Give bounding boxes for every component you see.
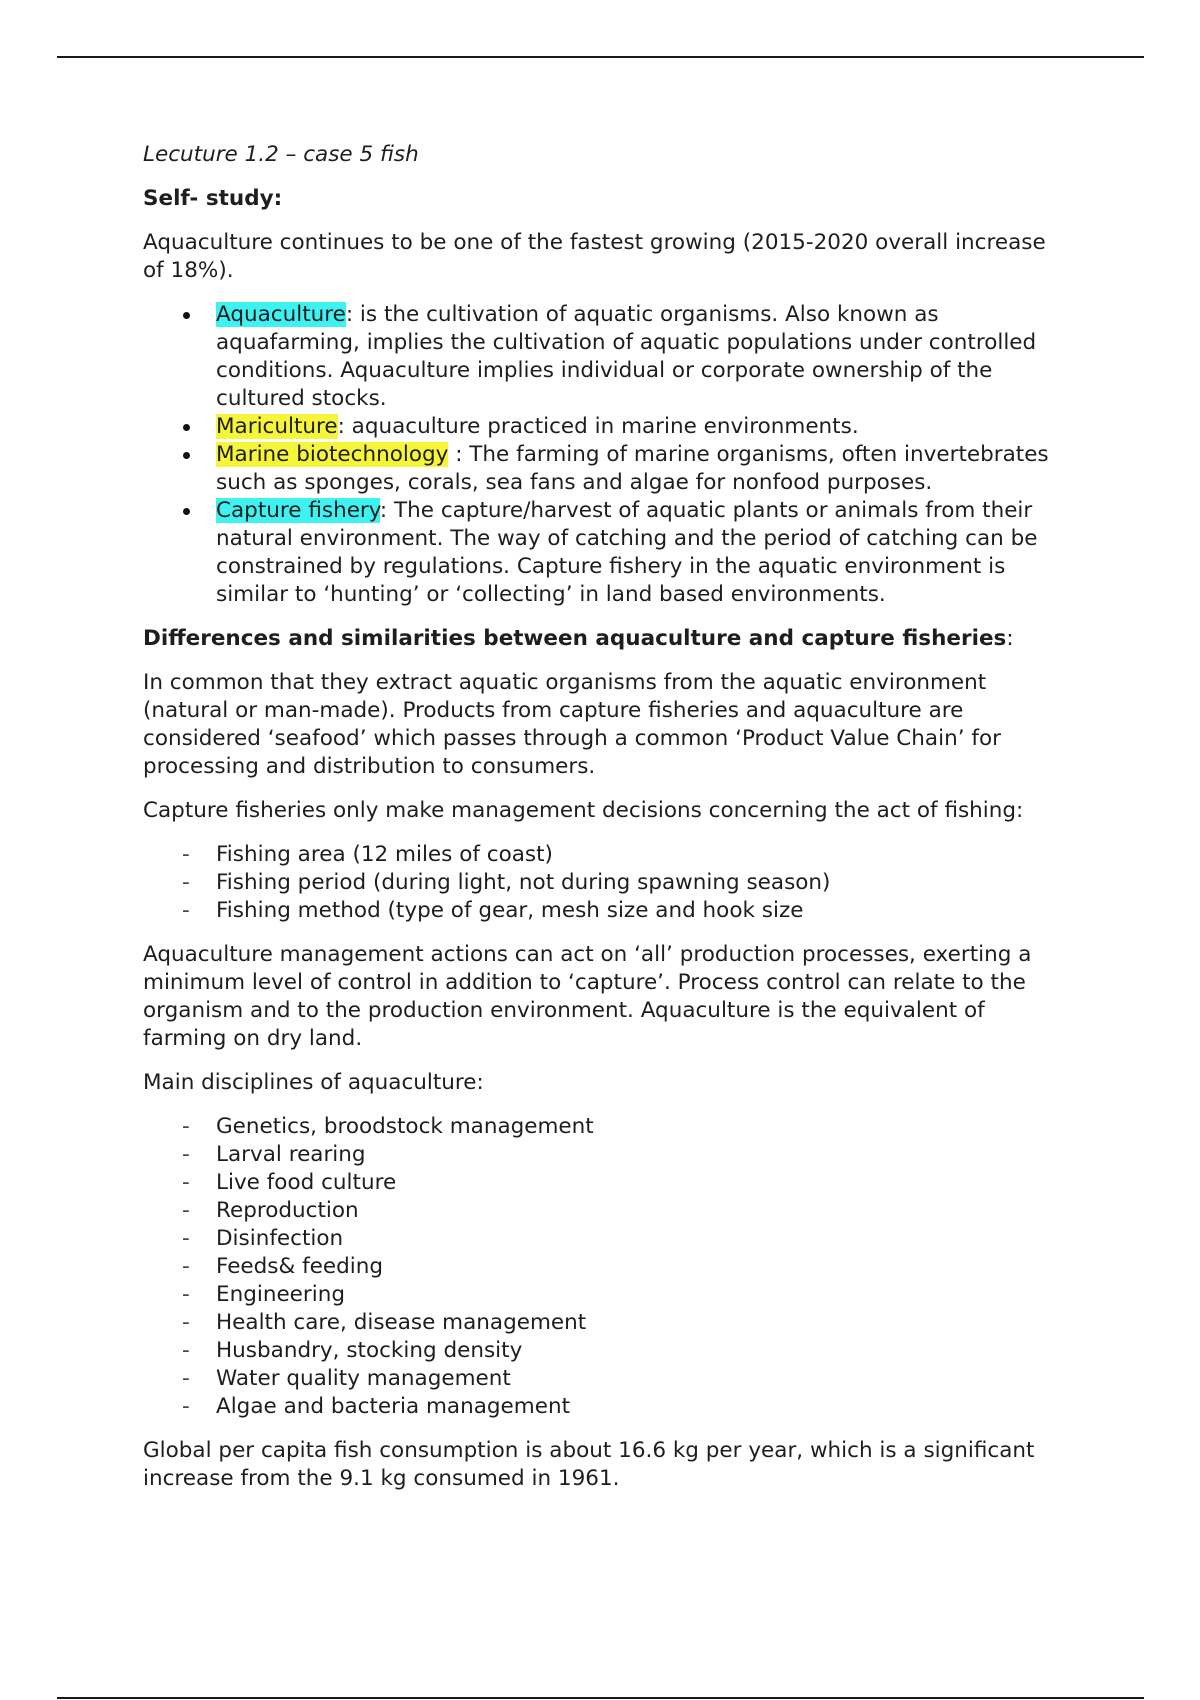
list-item: - Live food culture [143,1169,1073,1197]
document-title: Lecuture 1.2 – case 5 fish [143,142,419,167]
definition-term: Marine biotechnology [216,442,449,467]
definition-text: : aquaculture practiced in marine environments. [337,414,859,439]
definition-item [143,441,1073,497]
header-rule [57,56,1144,58]
list-item: - Larval rearing [143,1141,1073,1169]
definition-item [143,413,1073,441]
capture-paragraph: Capture fisheries only make management decisions concerning the act of fishing: [143,798,1024,823]
list-item: - Fishing area (12 miles of coast) [143,841,1073,869]
list-item: - Engineering [143,1281,1073,1309]
consumption-paragraph: Global per capita fish consumption is about 16.6 kg per year, which is a significant increase from the 9.1 kg consumed in 1961. [143,1438,1035,1491]
list-item: - Disinfection [143,1225,1073,1253]
differences-heading: Differences and similarities between aquaculture and capture fisheries [143,626,1007,651]
intro-paragraph: Aquaculture continues to be one of the fastest growing (2015-2020 overall increase of 18%). [143,230,1046,283]
differences-heading-line [143,625,1073,653]
definition-text: : is the cultivation of aquatic organisms. Also known as aquafarming, implies the cultivation of aquatic populations under controlled conditions. Aquaculture implies individual or corporate ownership of the cultured stocks. [216,302,1037,411]
list-item: - Husbandry, stocking density [143,1337,1073,1365]
list-item: - Genetics, broodstock management [143,1113,1073,1141]
definition-text: : The capture/harvest of aquatic plants or animals from their natural environment. The way of catching and the period of catching can be constrained by regulations. Capture fishery in the aquatic environment is similar to ‘hunting’ or ‘collecting’ in land based environments. [216,498,1038,607]
list-item: - Reproduction [143,1197,1073,1225]
list-item: - Algae and bacteria management [143,1393,1073,1421]
definition-term: Aquaculture [216,302,346,327]
definition-item [143,301,1073,413]
list-item: - Fishing period (during light, not during spawning season) [143,869,1073,897]
self-study-heading: Self- study: [143,186,283,211]
list-item: - Health care, disease management [143,1309,1073,1337]
list-item: - Fishing method (type of gear, mesh size and hook size [143,897,1073,925]
definition-text: : The farming of marine organisms, often invertebrates such as sponges, corals, sea fans and algae for nonfood purposes. [216,442,1049,495]
definition-item [143,497,1073,609]
list-item: - Water quality management [143,1365,1073,1393]
definitions-list [143,301,1073,609]
differences-heading-suffix: : [1006,626,1014,651]
definition-term: Capture fishery [216,498,380,523]
capture-list [143,841,1073,925]
document-body [143,141,1073,1509]
common-paragraph: In common that they extract aquatic organisms from the aquatic environment (natural or man-made). Products from capture fisheries and aquaculture are considered ‘seafood’ which passes through a common ‘Product Value Chain’ for processing and distribution to consumers. [143,670,1001,779]
disciplines-intro: Main disciplines of aquaculture: [143,1070,484,1095]
definition-term: Mariculture [216,414,338,439]
aquaculture-paragraph: Aquaculture management actions can act on ‘all’ production processes, exerting a minimum level of control in addition to ‘capture’. Process control can relate to the organism and to the production environment. Aquaculture is the equivalent of farming on dry land. [143,942,1032,1051]
footer-rule [57,1697,1144,1699]
disciplines-list [143,1113,1073,1421]
list-item: - Feeds& feeding [143,1253,1073,1281]
